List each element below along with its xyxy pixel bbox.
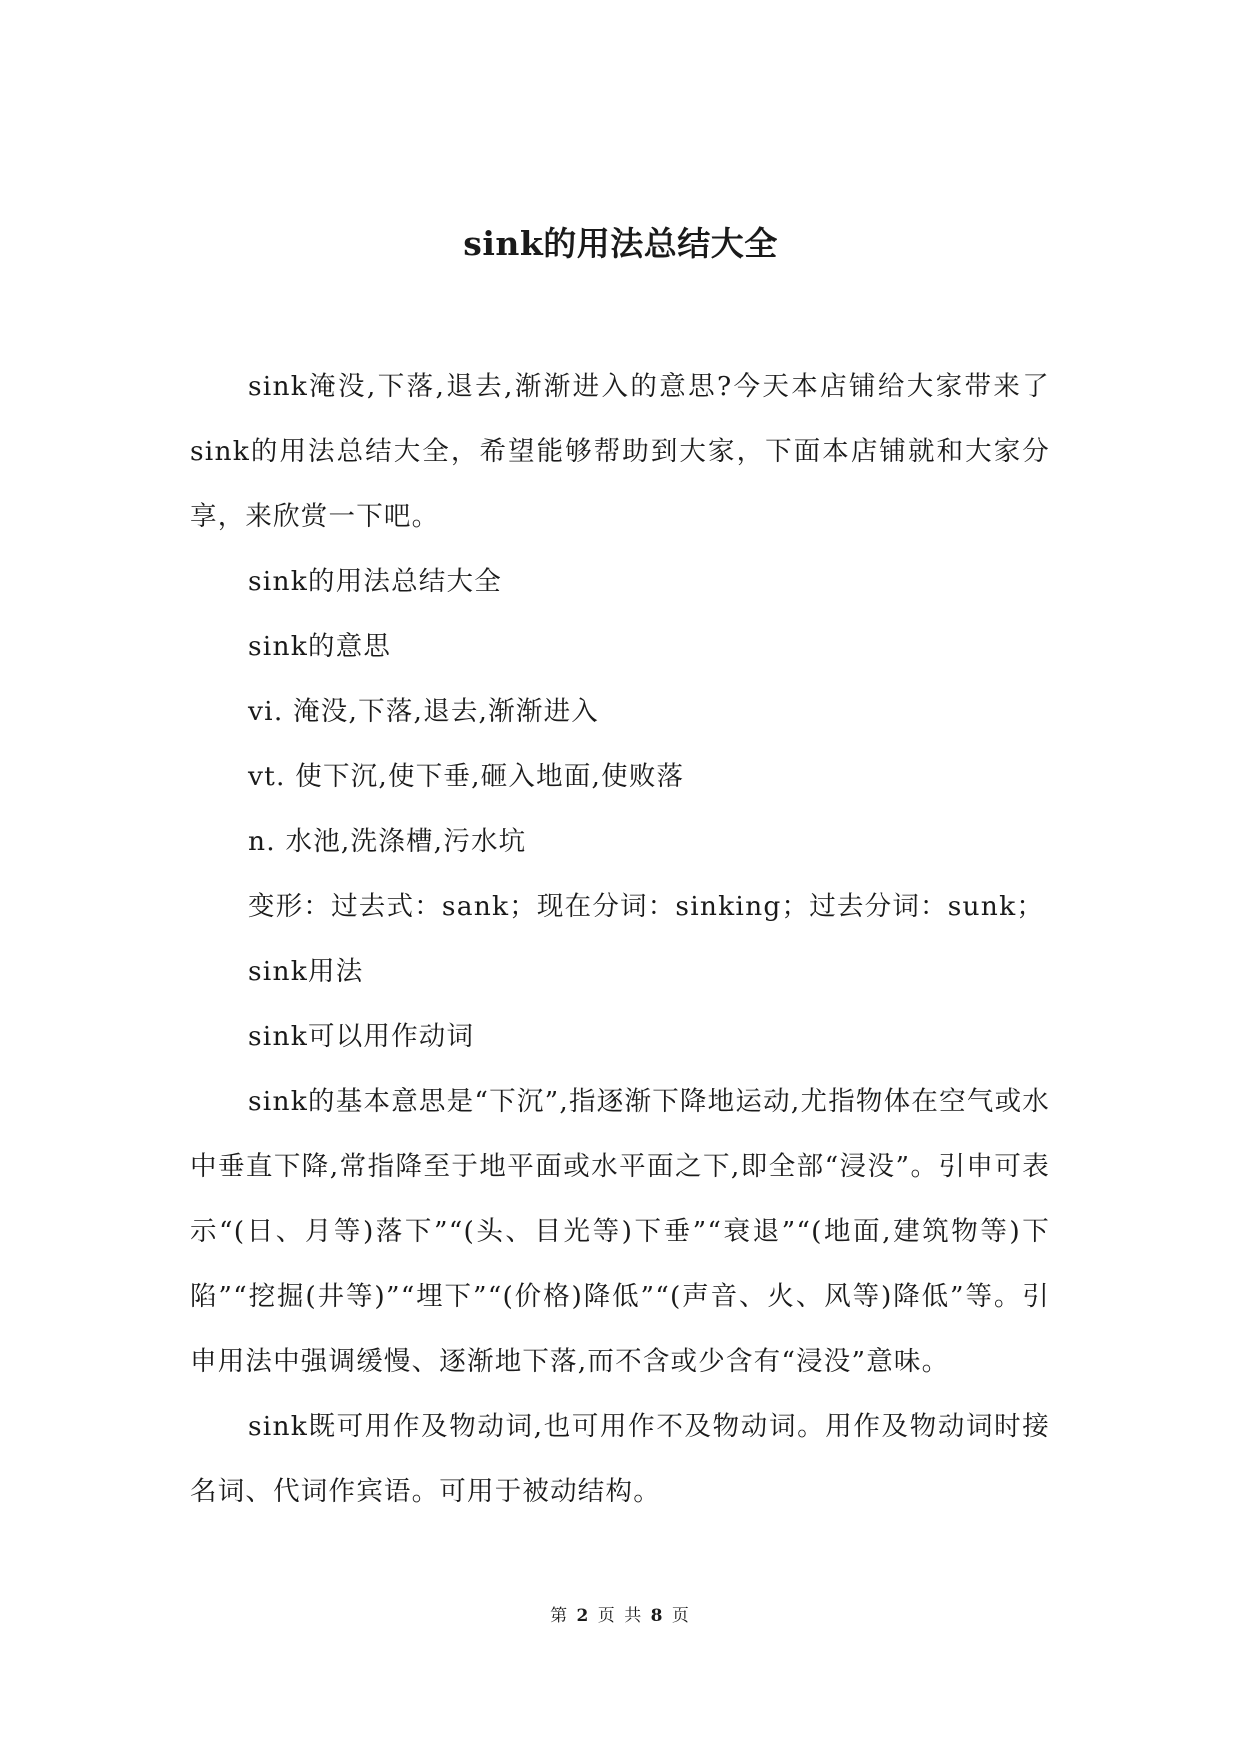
definition-vi: vi. 淹没,下落,退去,渐渐进入 — [248, 696, 599, 727]
footer-suffix: 页 — [671, 1606, 691, 1626]
footer-prefix: 第 — [550, 1606, 570, 1626]
heading-meaning: sink的意思 — [248, 631, 392, 662]
document-body — [190, 354, 1050, 1524]
document-title: sink的用法总结大全 — [463, 224, 778, 263]
footer-middle: 页 共 — [597, 1606, 644, 1626]
footer-total-pages: 8 — [650, 1606, 665, 1626]
definition-n: n. 水池,洗涤槽,污水坑 — [248, 826, 527, 857]
page-footer — [0, 1604, 1241, 1628]
heading-main: sink的用法总结大全 — [248, 566, 502, 597]
verb-forms: 变形：过去式：sank；现在分词：sinking；过去分词：sunk； — [248, 891, 1045, 922]
definition-vt: vt. 使下沉,使下垂,砸入地面,使败落 — [248, 761, 685, 792]
basic-meaning-paragraph: sink的基本意思是“下沉”,指逐渐下降地运动,尤指物体在空气或水中垂直下降,常指降至于地平面或水平面之下,即全部“浸没”。引申可表示“(日、月等)落下”“(头、目光等)下垂”“衰退”“(地面,建筑物等)下陷”“挖掘(井等)”“埋下”“(价格)降低”“(声音、火、风等)降低”等。引申用法中强调缓慢、逐渐地下落,而不含或少含有“浸没”意味。 — [190, 1086, 1050, 1377]
transitive-paragraph: sink既可用作及物动词,也可用作不及物动词。用作及物动词时接名词、代词作宾语。可用于被动结构。 — [190, 1411, 1050, 1507]
heading-usage: sink用法 — [248, 956, 364, 987]
footer-page-number: 2 — [576, 1606, 591, 1626]
heading-verb: sink可以用作动词 — [248, 1021, 475, 1052]
intro-paragraph: sink淹没,下落,退去,渐渐进入的意思?今天本店铺给大家带来了sink的用法总结大全，希望能够帮助到大家，下面本店铺就和大家分享，来欣赏一下吧。 — [190, 371, 1050, 532]
